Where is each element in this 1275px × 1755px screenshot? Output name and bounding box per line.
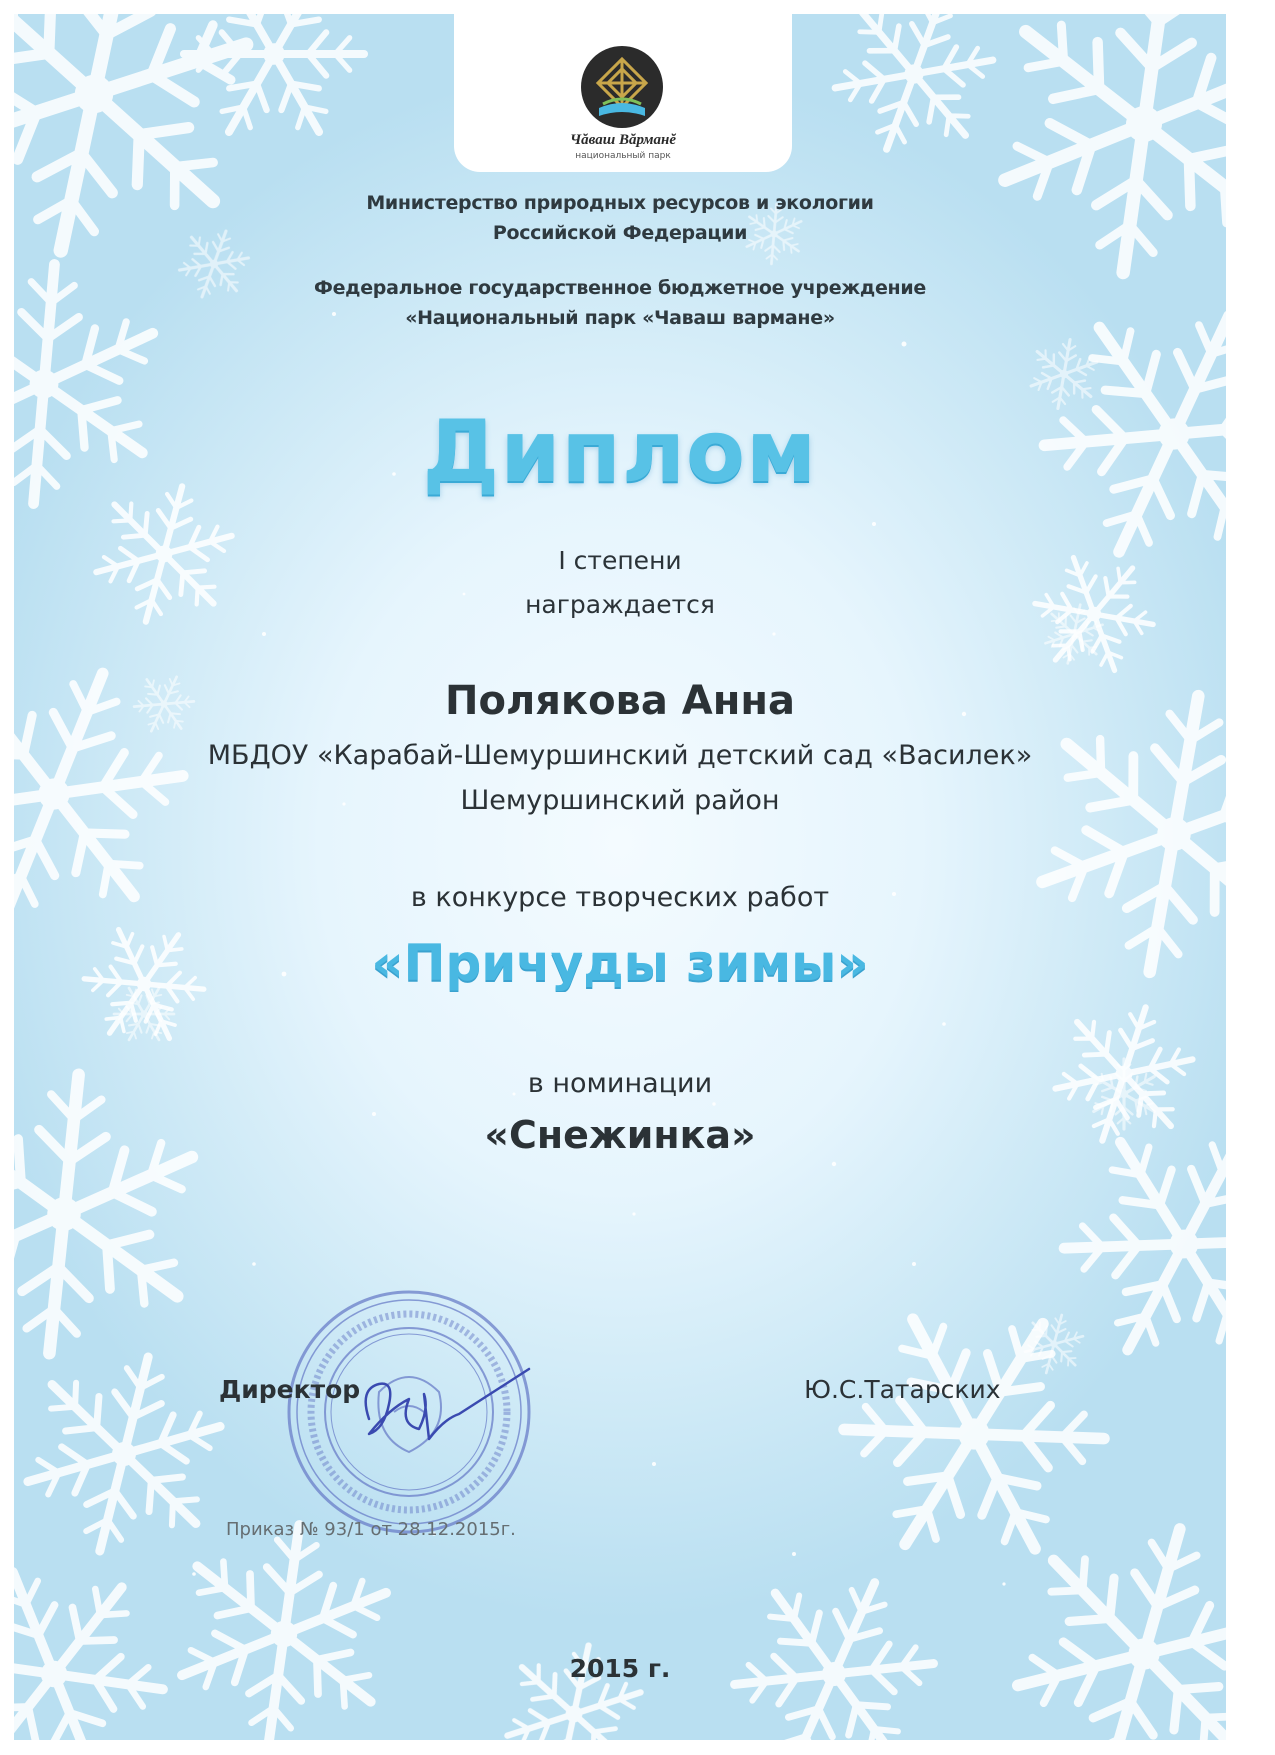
institution-line-2: «Национальный парк «Чаваш вармане»: [405, 307, 835, 329]
diploma-title: Диплом: [422, 402, 818, 502]
logo-tab: [454, 14, 792, 172]
contest-name: «Причуды зимы»: [371, 934, 869, 992]
order-reference: Приказ № 93/1 от 28.12.2015г.: [226, 1519, 516, 1540]
degree-text: I степени: [558, 546, 682, 575]
park-logo-name: Чăваш Вăрманĕ: [569, 132, 677, 148]
director-signature: [349, 1349, 549, 1459]
institution-line-1: Федеральное государственное бюджетное учреждение: [314, 277, 926, 299]
district-name: Шемуршинский район: [460, 785, 780, 816]
diploma-sheet: [14, 14, 1226, 1740]
ministry-line-2: Российской Федерации: [492, 222, 748, 244]
park-logo-subtitle: национальный парк: [575, 151, 671, 161]
recipient-name: Полякова Анна: [444, 678, 796, 724]
director-name: Ю.С.Татарских: [804, 1375, 1001, 1404]
nomination-name: «Снежинка»: [484, 1113, 756, 1157]
park-logo-emblem: [581, 46, 663, 128]
issue-year: 2015 г.: [569, 1654, 671, 1683]
director-label: Директор: [219, 1375, 361, 1404]
organization-name: МБДОУ «Карабай-Шемуршинский детский сад «Василек»: [207, 740, 1033, 771]
nomination-intro: в номинации: [527, 1068, 713, 1099]
ministry-line-1: Министерство природных ресурсов и экологии: [366, 192, 874, 214]
awarded-text: награждается: [525, 590, 715, 619]
contest-intro: в конкурсе творческих работ: [410, 882, 830, 913]
snowflake-background: [14, 14, 1226, 1740]
